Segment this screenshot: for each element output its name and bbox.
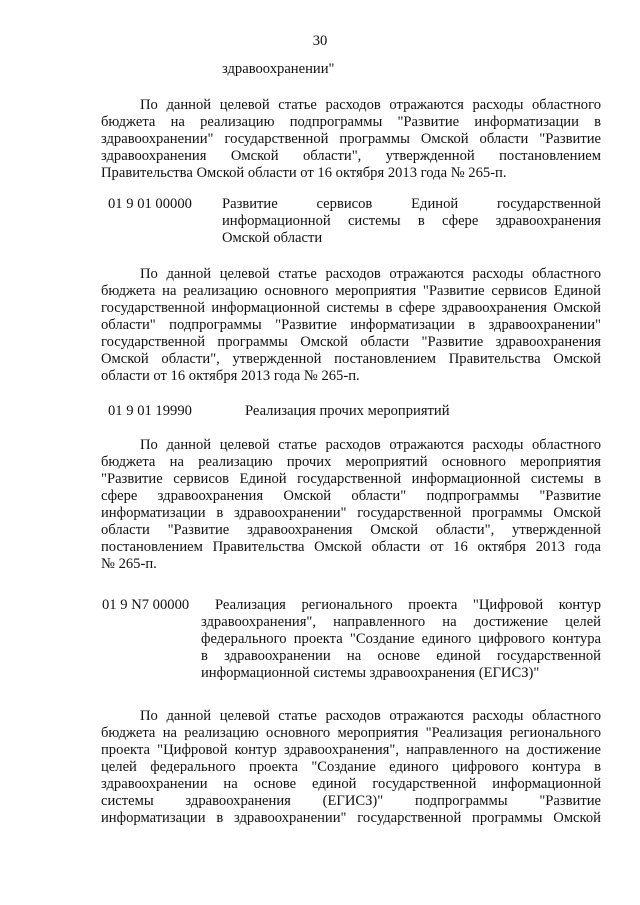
paragraph-line: проекта "Цифровой контур здравоохранения", направленного на достижение xyxy=(101,742,601,758)
continuation-line: здравоохранении" xyxy=(222,61,335,77)
paragraph-line: бюджета на реализацию основного мероприятия "Реализация регионального xyxy=(101,725,601,741)
paragraph-line: По данной целевой статье расходов отражаются расходы областного xyxy=(140,97,601,113)
section-title-line: Омской области xyxy=(222,230,323,246)
page-number: 30 xyxy=(312,33,328,49)
section-title xyxy=(201,597,601,682)
paragraph-line: бюджета на реализацию основного мероприятия "Развитие сервисов Единой xyxy=(101,283,601,299)
section-title-line: Развитие сервисов Единой государственной xyxy=(222,196,601,212)
paragraph-2 xyxy=(101,266,601,385)
section-title xyxy=(222,196,601,247)
paragraph-4 xyxy=(101,708,601,827)
paragraph-line: государственной программы Омской области "Развитие здравоохранения xyxy=(101,334,601,350)
paragraph-line: информатизации в здравоохранении" государственной программы Омской xyxy=(101,505,601,521)
budget-code: 01 9 N7 00000 xyxy=(102,597,190,613)
section-title-line: информационной системы здравоохранения (ЕГИСЗ)" xyxy=(201,665,540,681)
paragraph-line: бюджета на реализацию прочих мероприятий основного мероприятия xyxy=(101,454,601,470)
paragraph-line: По данной целевой статье расходов отражаются расходы областного xyxy=(140,266,601,282)
paragraph-line: бюджета на реализацию подпрограммы "Развитие информатизации в xyxy=(101,114,601,130)
paragraph-line: системы здравоохранения (ЕГИСЗ)" подпрограммы "Развитие xyxy=(101,793,601,809)
paragraph-line: По данной целевой статье расходов отражаются расходы областного xyxy=(140,437,601,453)
paragraph-line: здравоохранении" государственной программы Омской области "Развитие xyxy=(101,131,601,147)
paragraph-1 xyxy=(101,97,601,182)
budget-code: 01 9 01 00000 xyxy=(108,196,192,212)
paragraph-line: Омской области", утвержденной постановлением Правительства Омской xyxy=(101,351,601,367)
paragraph-line: области" подпрограммы "Развитие информатизации в здравоохранении" xyxy=(101,317,601,333)
section-title-line: в здравоохранении на основе единой государственной xyxy=(201,648,601,664)
budget-code: 01 9 01 19990 xyxy=(108,403,192,419)
paragraph-line: целей федерального проекта "Создание единого цифрового контура в xyxy=(101,759,601,775)
paragraph-line: "Развитие сервисов Единой государственной информационной системы в xyxy=(101,471,601,487)
section-title-line: здравоохранения", направленного на достижение целей xyxy=(201,614,601,630)
paragraph-line: информатизации в здравоохранении" государственной программы Омской xyxy=(101,810,601,826)
paragraph-line: здравоохранения Омской области", утвержденной постановлением xyxy=(101,148,601,164)
paragraph-line: № 265-п. xyxy=(101,556,157,572)
paragraph-line: государственной информационной системы в сфере здравоохранения Омской xyxy=(101,300,601,316)
paragraph-line: здравоохранении на основе единой государственной информационной xyxy=(101,776,601,792)
section-title-line: федерального проекта "Создание единого цифрового контура xyxy=(201,631,601,647)
paragraph-line: области "Развитие здравоохранения Омской области", утвержденной xyxy=(101,522,601,538)
section-title: Реализация прочих мероприятий xyxy=(245,403,450,419)
section-title-line: Реализация регионального проекта "Цифровой контур xyxy=(215,597,601,613)
paragraph-line: постановлением Правительства Омской области от 16 октября 2013 года xyxy=(101,539,601,555)
paragraph-line: сфере здравоохранения Омской области" подпрограммы "Развитие xyxy=(101,488,601,504)
paragraph-3 xyxy=(101,437,601,573)
paragraph-line: Правительства Омской области от 16 октября 2013 года № 265-п. xyxy=(101,165,507,181)
paragraph-line: По данной целевой статье расходов отражаются расходы областного xyxy=(140,708,601,724)
paragraph-line: области от 16 октября 2013 года № 265-п. xyxy=(101,368,360,384)
section-title-line: информационной системы в сфере здравоохранения xyxy=(222,213,601,229)
